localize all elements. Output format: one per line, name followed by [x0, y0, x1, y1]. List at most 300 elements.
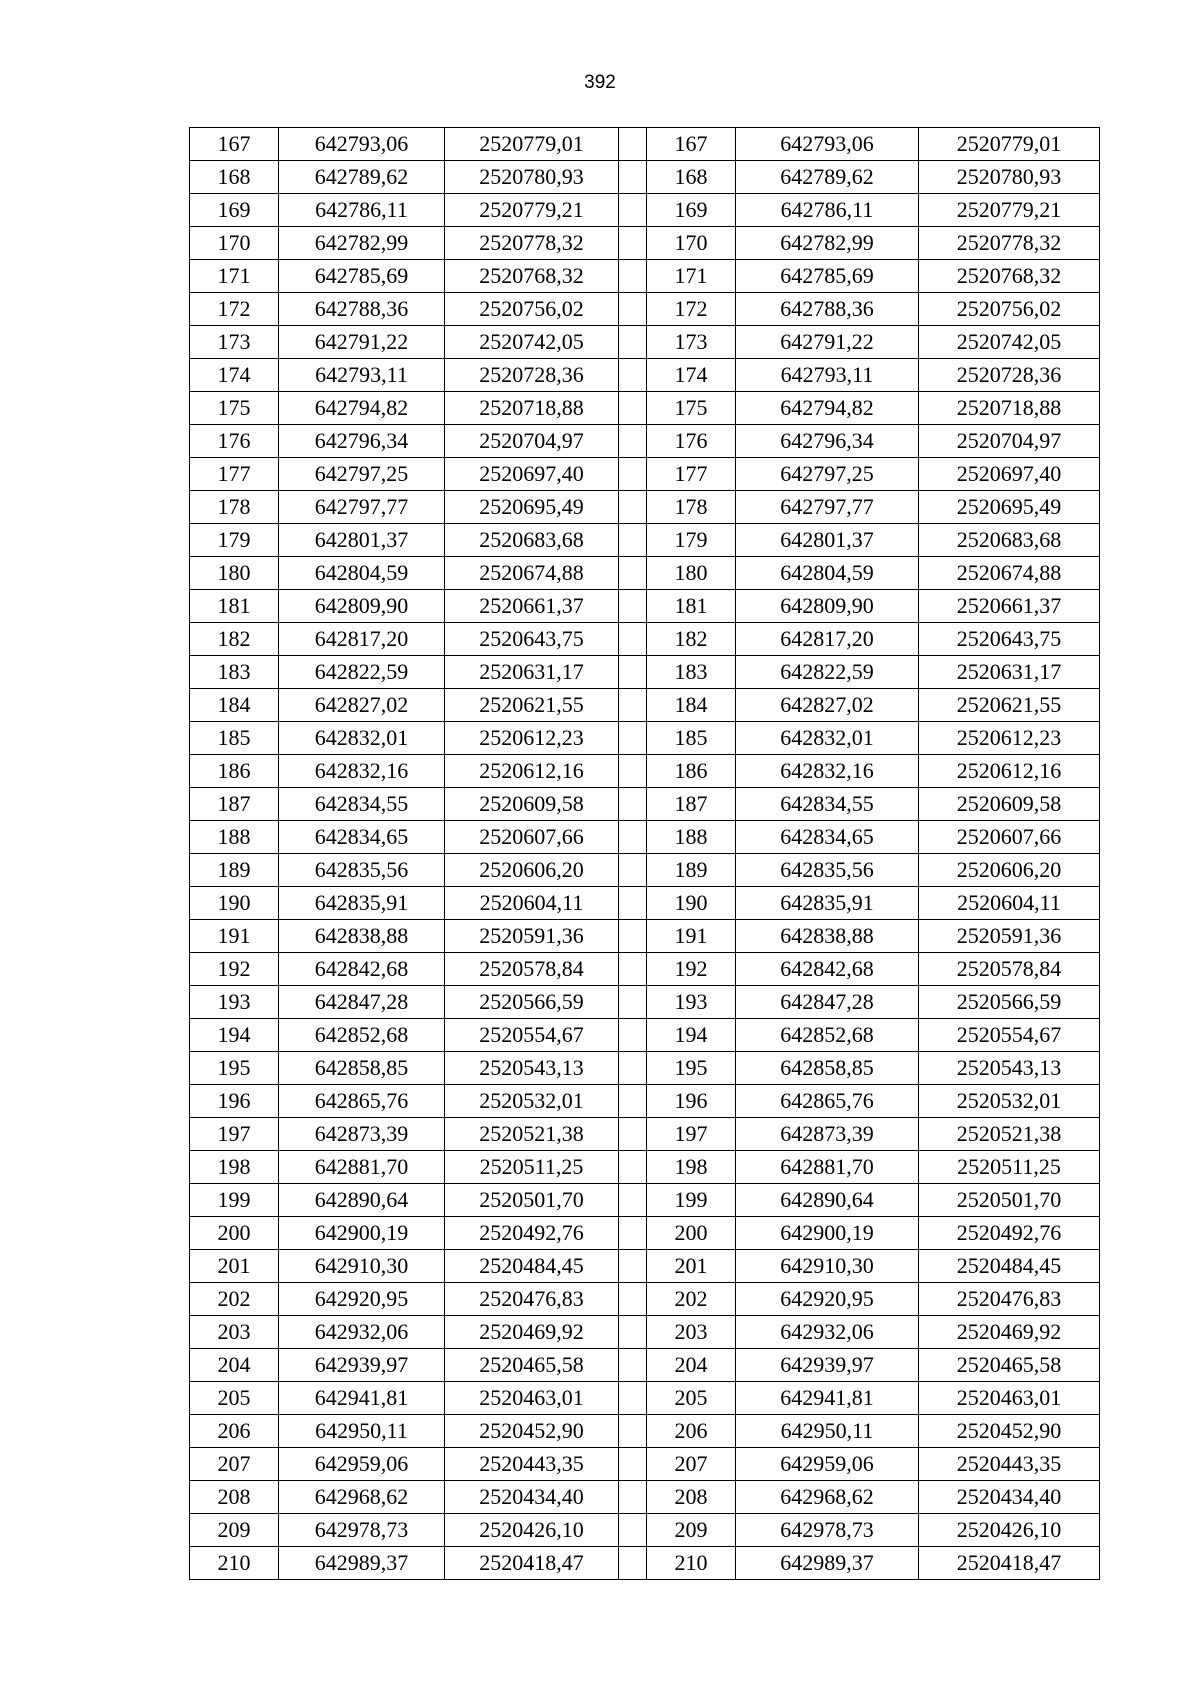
- empty-separator-cell: [619, 1085, 647, 1118]
- point-number-cell: 189: [190, 854, 279, 887]
- table-row: [190, 524, 1100, 557]
- empty-separator-cell: [619, 1151, 647, 1184]
- empty-separator-cell: [619, 1118, 647, 1151]
- y-coordinate-cell: 2520718,88: [919, 392, 1100, 425]
- table-row: [190, 1448, 1100, 1481]
- table-row: [190, 227, 1100, 260]
- y-coordinate-cell: 2520443,35: [445, 1448, 619, 1481]
- y-coordinate-cell: 2520465,58: [919, 1349, 1100, 1382]
- x-coordinate-cell: 642939,97: [736, 1349, 919, 1382]
- point-number-cell: 167: [647, 128, 736, 161]
- y-coordinate-cell: 2520452,90: [445, 1415, 619, 1448]
- y-coordinate-cell: 2520697,40: [919, 458, 1100, 491]
- point-number-cell: 185: [190, 722, 279, 755]
- empty-separator-cell: [619, 1316, 647, 1349]
- x-coordinate-cell: 642786,11: [279, 194, 445, 227]
- point-number-cell: 193: [190, 986, 279, 1019]
- y-coordinate-cell: 2520612,16: [919, 755, 1100, 788]
- y-coordinate-cell: 2520643,75: [919, 623, 1100, 656]
- point-number-cell: 203: [190, 1316, 279, 1349]
- y-coordinate-cell: 2520742,05: [919, 326, 1100, 359]
- table-row: [190, 689, 1100, 722]
- point-number-cell: 196: [190, 1085, 279, 1118]
- y-coordinate-cell: 2520532,01: [445, 1085, 619, 1118]
- point-number-cell: 202: [190, 1283, 279, 1316]
- x-coordinate-cell: 642832,16: [736, 755, 919, 788]
- empty-separator-cell: [619, 491, 647, 524]
- table-row: [190, 623, 1100, 656]
- x-coordinate-cell: 642796,34: [279, 425, 445, 458]
- x-coordinate-cell: 642797,77: [279, 491, 445, 524]
- y-coordinate-cell: 2520609,58: [919, 788, 1100, 821]
- point-number-cell: 201: [647, 1250, 736, 1283]
- x-coordinate-cell: 642950,11: [279, 1415, 445, 1448]
- x-coordinate-cell: 642794,82: [736, 392, 919, 425]
- y-coordinate-cell: 2520484,45: [919, 1250, 1100, 1283]
- x-coordinate-cell: 642797,25: [279, 458, 445, 491]
- point-number-cell: 190: [647, 887, 736, 920]
- x-coordinate-cell: 642789,62: [736, 161, 919, 194]
- empty-separator-cell: [619, 986, 647, 1019]
- point-number-cell: 187: [647, 788, 736, 821]
- x-coordinate-cell: 642786,11: [736, 194, 919, 227]
- x-coordinate-cell: 642910,30: [736, 1250, 919, 1283]
- point-number-cell: 188: [647, 821, 736, 854]
- point-number-cell: 182: [190, 623, 279, 656]
- y-coordinate-cell: 2520728,36: [919, 359, 1100, 392]
- y-coordinate-cell: 2520742,05: [445, 326, 619, 359]
- y-coordinate-cell: 2520674,88: [445, 557, 619, 590]
- table-row: [190, 722, 1100, 755]
- y-coordinate-cell: 2520768,32: [919, 260, 1100, 293]
- y-coordinate-cell: 2520521,38: [919, 1118, 1100, 1151]
- point-number-cell: 173: [647, 326, 736, 359]
- y-coordinate-cell: 2520484,45: [445, 1250, 619, 1283]
- point-number-cell: 182: [647, 623, 736, 656]
- y-coordinate-cell: 2520469,92: [445, 1316, 619, 1349]
- y-coordinate-cell: 2520607,66: [919, 821, 1100, 854]
- y-coordinate-cell: 2520704,97: [445, 425, 619, 458]
- x-coordinate-cell: 642932,06: [736, 1316, 919, 1349]
- y-coordinate-cell: 2520695,49: [919, 491, 1100, 524]
- y-coordinate-cell: 2520778,32: [445, 227, 619, 260]
- y-coordinate-cell: 2520476,83: [445, 1283, 619, 1316]
- table-row: [190, 194, 1100, 227]
- x-coordinate-cell: 642817,20: [279, 623, 445, 656]
- point-number-cell: 170: [647, 227, 736, 260]
- empty-separator-cell: [619, 1250, 647, 1283]
- y-coordinate-cell: 2520612,23: [445, 722, 619, 755]
- table-row: [190, 788, 1100, 821]
- point-number-cell: 209: [190, 1514, 279, 1547]
- x-coordinate-cell: 642797,25: [736, 458, 919, 491]
- empty-separator-cell: [619, 1283, 647, 1316]
- table-row: [190, 293, 1100, 326]
- point-number-cell: 191: [190, 920, 279, 953]
- y-coordinate-cell: 2520543,13: [445, 1052, 619, 1085]
- table-row: [190, 1019, 1100, 1052]
- table-row: [190, 359, 1100, 392]
- y-coordinate-cell: 2520578,84: [445, 953, 619, 986]
- y-coordinate-cell: 2520418,47: [919, 1547, 1100, 1580]
- y-coordinate-cell: 2520607,66: [445, 821, 619, 854]
- y-coordinate-cell: 2520683,68: [445, 524, 619, 557]
- x-coordinate-cell: 642941,81: [736, 1382, 919, 1415]
- x-coordinate-cell: 642834,55: [736, 788, 919, 821]
- x-coordinate-cell: 642910,30: [279, 1250, 445, 1283]
- y-coordinate-cell: 2520501,70: [445, 1184, 619, 1217]
- y-coordinate-cell: 2520631,17: [445, 656, 619, 689]
- y-coordinate-cell: 2520779,21: [919, 194, 1100, 227]
- y-coordinate-cell: 2520501,70: [919, 1184, 1100, 1217]
- empty-separator-cell: [619, 293, 647, 326]
- table-row: [190, 590, 1100, 623]
- point-number-cell: 194: [647, 1019, 736, 1052]
- point-number-cell: 192: [190, 953, 279, 986]
- x-coordinate-cell: 642804,59: [736, 557, 919, 590]
- table-row: [190, 1184, 1100, 1217]
- x-coordinate-cell: 642900,19: [736, 1217, 919, 1250]
- point-number-cell: 187: [190, 788, 279, 821]
- point-number-cell: 184: [190, 689, 279, 722]
- x-coordinate-cell: 642865,76: [279, 1085, 445, 1118]
- table-row: [190, 425, 1100, 458]
- x-coordinate-cell: 642959,06: [736, 1448, 919, 1481]
- empty-separator-cell: [619, 359, 647, 392]
- x-coordinate-cell: 642989,37: [279, 1547, 445, 1580]
- table-row: [190, 1547, 1100, 1580]
- x-coordinate-cell: 642793,06: [736, 128, 919, 161]
- page-number: 392: [584, 72, 616, 93]
- x-coordinate-cell: 642842,68: [736, 953, 919, 986]
- point-number-cell: 171: [647, 260, 736, 293]
- x-coordinate-cell: 642796,34: [736, 425, 919, 458]
- empty-separator-cell: [619, 854, 647, 887]
- x-coordinate-cell: 642822,59: [279, 656, 445, 689]
- x-coordinate-cell: 642873,39: [279, 1118, 445, 1151]
- x-coordinate-cell: 642865,76: [736, 1085, 919, 1118]
- point-number-cell: 208: [190, 1481, 279, 1514]
- y-coordinate-cell: 2520643,75: [445, 623, 619, 656]
- point-number-cell: 196: [647, 1085, 736, 1118]
- y-coordinate-cell: 2520674,88: [919, 557, 1100, 590]
- y-coordinate-cell: 2520452,90: [919, 1415, 1100, 1448]
- x-coordinate-cell: 642782,99: [736, 227, 919, 260]
- point-number-cell: 197: [647, 1118, 736, 1151]
- empty-separator-cell: [619, 887, 647, 920]
- x-coordinate-cell: 642817,20: [736, 623, 919, 656]
- x-coordinate-cell: 642941,81: [279, 1382, 445, 1415]
- point-number-cell: 170: [190, 227, 279, 260]
- y-coordinate-cell: 2520511,25: [919, 1151, 1100, 1184]
- y-coordinate-cell: 2520426,10: [445, 1514, 619, 1547]
- y-coordinate-cell: 2520532,01: [919, 1085, 1100, 1118]
- y-coordinate-cell: 2520621,55: [919, 689, 1100, 722]
- point-number-cell: 206: [647, 1415, 736, 1448]
- x-coordinate-cell: 642809,90: [279, 590, 445, 623]
- y-coordinate-cell: 2520612,16: [445, 755, 619, 788]
- point-number-cell: 174: [647, 359, 736, 392]
- y-coordinate-cell: 2520492,76: [445, 1217, 619, 1250]
- x-coordinate-cell: 642920,95: [279, 1283, 445, 1316]
- y-coordinate-cell: 2520476,83: [919, 1283, 1100, 1316]
- point-number-cell: 205: [190, 1382, 279, 1415]
- table-row: [190, 1052, 1100, 1085]
- x-coordinate-cell: 642827,02: [279, 689, 445, 722]
- y-coordinate-cell: 2520554,67: [919, 1019, 1100, 1052]
- y-coordinate-cell: 2520543,13: [919, 1052, 1100, 1085]
- x-coordinate-cell: 642788,36: [736, 293, 919, 326]
- table-row: [190, 986, 1100, 1019]
- y-coordinate-cell: 2520591,36: [445, 920, 619, 953]
- table-row: [190, 953, 1100, 986]
- x-coordinate-cell: 642801,37: [736, 524, 919, 557]
- table-row: [190, 821, 1100, 854]
- empty-separator-cell: [619, 260, 647, 293]
- point-number-cell: 180: [190, 557, 279, 590]
- point-number-cell: 210: [190, 1547, 279, 1580]
- table-row: [190, 920, 1100, 953]
- point-number-cell: 188: [190, 821, 279, 854]
- point-number-cell: 194: [190, 1019, 279, 1052]
- empty-separator-cell: [619, 1547, 647, 1580]
- empty-separator-cell: [619, 1382, 647, 1415]
- y-coordinate-cell: 2520604,11: [445, 887, 619, 920]
- table-row: [190, 326, 1100, 359]
- point-number-cell: 189: [647, 854, 736, 887]
- x-coordinate-cell: 642959,06: [279, 1448, 445, 1481]
- x-coordinate-cell: 642785,69: [736, 260, 919, 293]
- x-coordinate-cell: 642788,36: [279, 293, 445, 326]
- x-coordinate-cell: 642834,55: [279, 788, 445, 821]
- y-coordinate-cell: 2520778,32: [919, 227, 1100, 260]
- y-coordinate-cell: 2520779,01: [919, 128, 1100, 161]
- x-coordinate-cell: 642801,37: [279, 524, 445, 557]
- x-coordinate-cell: 642858,85: [279, 1052, 445, 1085]
- point-number-cell: 195: [647, 1052, 736, 1085]
- point-number-cell: 210: [647, 1547, 736, 1580]
- x-coordinate-cell: 642835,91: [279, 887, 445, 920]
- point-number-cell: 200: [190, 1217, 279, 1250]
- empty-separator-cell: [619, 1481, 647, 1514]
- y-coordinate-cell: 2520566,59: [445, 986, 619, 1019]
- y-coordinate-cell: 2520443,35: [919, 1448, 1100, 1481]
- point-number-cell: 184: [647, 689, 736, 722]
- point-number-cell: 181: [190, 590, 279, 623]
- empty-separator-cell: [619, 1514, 647, 1547]
- empty-separator-cell: [619, 788, 647, 821]
- empty-separator-cell: [619, 1052, 647, 1085]
- empty-separator-cell: [619, 128, 647, 161]
- y-coordinate-cell: 2520661,37: [919, 590, 1100, 623]
- x-coordinate-cell: 642785,69: [279, 260, 445, 293]
- table-row: [190, 755, 1100, 788]
- y-coordinate-cell: 2520779,21: [445, 194, 619, 227]
- x-coordinate-cell: 642809,90: [736, 590, 919, 623]
- point-number-cell: 207: [647, 1448, 736, 1481]
- x-coordinate-cell: 642832,16: [279, 755, 445, 788]
- y-coordinate-cell: 2520604,11: [919, 887, 1100, 920]
- point-number-cell: 191: [647, 920, 736, 953]
- point-number-cell: 181: [647, 590, 736, 623]
- empty-separator-cell: [619, 194, 647, 227]
- x-coordinate-cell: 642789,62: [279, 161, 445, 194]
- point-number-cell: 197: [190, 1118, 279, 1151]
- x-coordinate-cell: 642838,88: [279, 920, 445, 953]
- table-row: [190, 1415, 1100, 1448]
- point-number-cell: 202: [647, 1283, 736, 1316]
- table-row: [190, 1382, 1100, 1415]
- empty-separator-cell: [619, 1415, 647, 1448]
- x-coordinate-cell: 642847,28: [736, 986, 919, 1019]
- point-number-cell: 200: [647, 1217, 736, 1250]
- point-number-cell: 199: [647, 1184, 736, 1217]
- x-coordinate-cell: 642950,11: [736, 1415, 919, 1448]
- table-row: [190, 1283, 1100, 1316]
- y-coordinate-cell: 2520418,47: [445, 1547, 619, 1580]
- point-number-cell: 169: [190, 194, 279, 227]
- y-coordinate-cell: 2520511,25: [445, 1151, 619, 1184]
- table-row: [190, 557, 1100, 590]
- y-coordinate-cell: 2520521,38: [445, 1118, 619, 1151]
- point-number-cell: 180: [647, 557, 736, 590]
- point-number-cell: 192: [647, 953, 736, 986]
- y-coordinate-cell: 2520463,01: [445, 1382, 619, 1415]
- point-number-cell: 177: [647, 458, 736, 491]
- point-number-cell: 178: [190, 491, 279, 524]
- y-coordinate-cell: 2520465,58: [445, 1349, 619, 1382]
- point-number-cell: 178: [647, 491, 736, 524]
- point-number-cell: 183: [190, 656, 279, 689]
- table-row: [190, 1349, 1100, 1382]
- table-row: [190, 1250, 1100, 1283]
- y-coordinate-cell: 2520426,10: [919, 1514, 1100, 1547]
- point-number-cell: 174: [190, 359, 279, 392]
- coordinates-table: [189, 127, 1100, 1580]
- x-coordinate-cell: 642832,01: [279, 722, 445, 755]
- x-coordinate-cell: 642791,22: [736, 326, 919, 359]
- table-row: [190, 260, 1100, 293]
- y-coordinate-cell: 2520779,01: [445, 128, 619, 161]
- point-number-cell: 179: [190, 524, 279, 557]
- y-coordinate-cell: 2520695,49: [445, 491, 619, 524]
- table-row: [190, 1118, 1100, 1151]
- x-coordinate-cell: 642989,37: [736, 1547, 919, 1580]
- y-coordinate-cell: 2520768,32: [445, 260, 619, 293]
- empty-separator-cell: [619, 392, 647, 425]
- empty-separator-cell: [619, 821, 647, 854]
- empty-separator-cell: [619, 1217, 647, 1250]
- y-coordinate-cell: 2520463,01: [919, 1382, 1100, 1415]
- x-coordinate-cell: 642890,64: [279, 1184, 445, 1217]
- empty-separator-cell: [619, 920, 647, 953]
- y-coordinate-cell: 2520756,02: [445, 293, 619, 326]
- x-coordinate-cell: 642978,73: [736, 1514, 919, 1547]
- point-number-cell: 207: [190, 1448, 279, 1481]
- y-coordinate-cell: 2520631,17: [919, 656, 1100, 689]
- point-number-cell: 175: [190, 392, 279, 425]
- point-number-cell: 199: [190, 1184, 279, 1217]
- x-coordinate-cell: 642939,97: [279, 1349, 445, 1382]
- y-coordinate-cell: 2520612,23: [919, 722, 1100, 755]
- point-number-cell: 172: [647, 293, 736, 326]
- x-coordinate-cell: 642932,06: [279, 1316, 445, 1349]
- x-coordinate-cell: 642832,01: [736, 722, 919, 755]
- empty-separator-cell: [619, 590, 647, 623]
- empty-separator-cell: [619, 425, 647, 458]
- x-coordinate-cell: 642782,99: [279, 227, 445, 260]
- x-coordinate-cell: 642838,88: [736, 920, 919, 953]
- empty-separator-cell: [619, 458, 647, 491]
- x-coordinate-cell: 642890,64: [736, 1184, 919, 1217]
- y-coordinate-cell: 2520606,20: [919, 854, 1100, 887]
- point-number-cell: 173: [190, 326, 279, 359]
- x-coordinate-cell: 642793,11: [736, 359, 919, 392]
- table-row: [190, 854, 1100, 887]
- x-coordinate-cell: 642881,70: [736, 1151, 919, 1184]
- x-coordinate-cell: 642968,62: [279, 1481, 445, 1514]
- y-coordinate-cell: 2520578,84: [919, 953, 1100, 986]
- empty-separator-cell: [619, 1448, 647, 1481]
- point-number-cell: 167: [190, 128, 279, 161]
- point-number-cell: 195: [190, 1052, 279, 1085]
- table-row: [190, 128, 1100, 161]
- point-number-cell: 205: [647, 1382, 736, 1415]
- x-coordinate-cell: 642797,77: [736, 491, 919, 524]
- empty-separator-cell: [619, 557, 647, 590]
- x-coordinate-cell: 642920,95: [736, 1283, 919, 1316]
- y-coordinate-cell: 2520661,37: [445, 590, 619, 623]
- empty-separator-cell: [619, 623, 647, 656]
- point-number-cell: 177: [190, 458, 279, 491]
- x-coordinate-cell: 642794,82: [279, 392, 445, 425]
- x-coordinate-cell: 642858,85: [736, 1052, 919, 1085]
- table-row: [190, 1151, 1100, 1184]
- point-number-cell: 168: [190, 161, 279, 194]
- point-number-cell: 186: [190, 755, 279, 788]
- x-coordinate-cell: 642793,11: [279, 359, 445, 392]
- table-row: [190, 656, 1100, 689]
- x-coordinate-cell: 642968,62: [736, 1481, 919, 1514]
- y-coordinate-cell: 2520756,02: [919, 293, 1100, 326]
- empty-separator-cell: [619, 656, 647, 689]
- point-number-cell: 176: [647, 425, 736, 458]
- y-coordinate-cell: 2520704,97: [919, 425, 1100, 458]
- x-coordinate-cell: 642834,65: [279, 821, 445, 854]
- point-number-cell: 203: [647, 1316, 736, 1349]
- x-coordinate-cell: 642852,68: [279, 1019, 445, 1052]
- point-number-cell: 185: [647, 722, 736, 755]
- y-coordinate-cell: 2520609,58: [445, 788, 619, 821]
- point-number-cell: 204: [190, 1349, 279, 1382]
- empty-separator-cell: [619, 326, 647, 359]
- table-row: [190, 887, 1100, 920]
- point-number-cell: 198: [190, 1151, 279, 1184]
- empty-separator-cell: [619, 755, 647, 788]
- y-coordinate-cell: 2520492,76: [919, 1217, 1100, 1250]
- empty-separator-cell: [619, 1184, 647, 1217]
- point-number-cell: 168: [647, 161, 736, 194]
- x-coordinate-cell: 642978,73: [279, 1514, 445, 1547]
- table-row: [190, 1217, 1100, 1250]
- x-coordinate-cell: 642793,06: [279, 128, 445, 161]
- y-coordinate-cell: 2520683,68: [919, 524, 1100, 557]
- x-coordinate-cell: 642835,91: [736, 887, 919, 920]
- point-number-cell: 171: [190, 260, 279, 293]
- x-coordinate-cell: 642834,65: [736, 821, 919, 854]
- x-coordinate-cell: 642847,28: [279, 986, 445, 1019]
- x-coordinate-cell: 642900,19: [279, 1217, 445, 1250]
